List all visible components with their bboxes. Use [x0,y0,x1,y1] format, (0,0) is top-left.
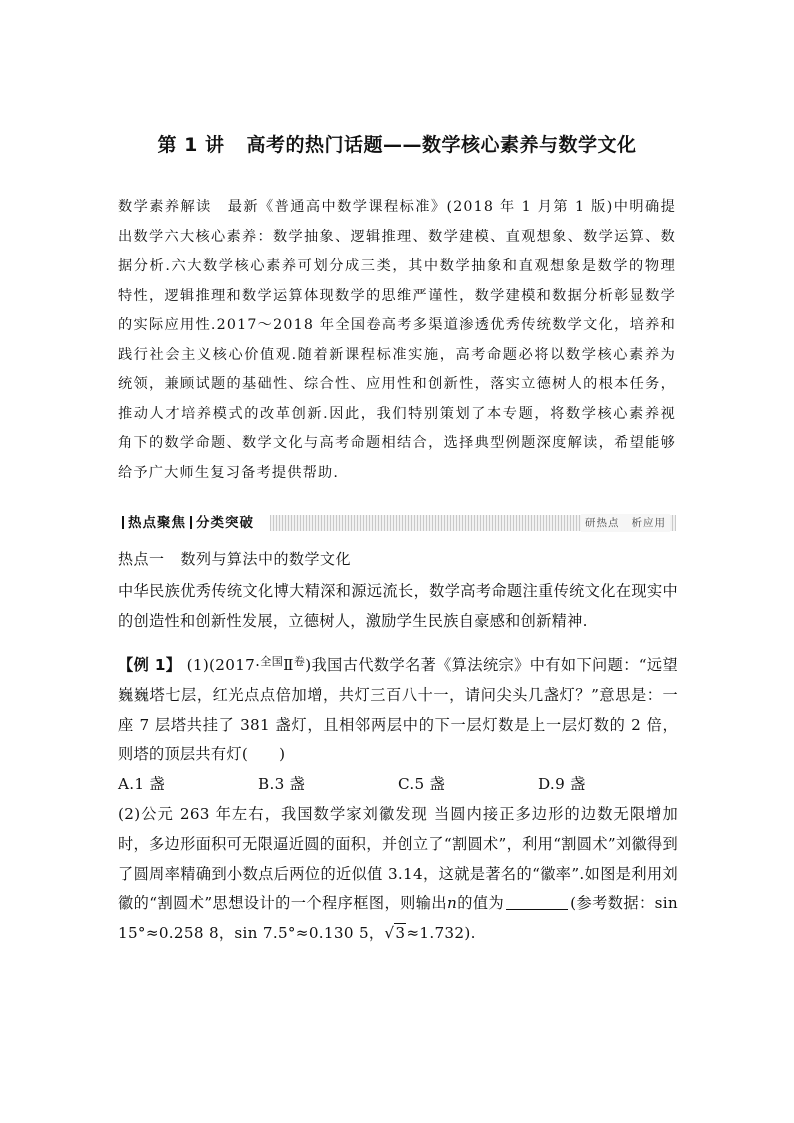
q2-text-a: (2)公元 263 年左右，我国数学家刘徽发现 当圆内接正多边形的边数无限增加时，多边形面积可无限逼近圆的面积，并创立了“割圆术”，利用“割圆术”刘徽得到了圆周率精确到小数点后两位的近似值 3.14，这就是著名的“徽率”.如图是利用刘徽的“割圆术”思想设计的一个程序框图，则输出 [118,804,678,913]
banner-right-a: 研热点 [585,517,620,529]
intro-paragraph [118,193,676,488]
banner-tick [190,516,192,529]
example-question-1 [118,647,678,770]
sqrt-expression [384,919,406,949]
example-question-2 [118,800,678,949]
option-c: C.5 盏 [398,775,446,794]
option-b: B.3 盏 [258,775,306,794]
banner-left [118,514,268,532]
section-banner [118,512,676,534]
lecture-number: 第 1 讲 [157,134,225,156]
sqrt-sign: √ [384,924,395,943]
banner-right-b: 析应用 [631,517,666,529]
q1-source-small: 全国 [260,655,284,668]
banner-left-a: 热点聚焦 [128,515,186,531]
intro-label: 数学素养解读 [118,199,212,215]
page-title [0,130,794,157]
answer-blank [506,893,568,910]
option-d: D.9 盏 [538,775,586,794]
banner-right [581,514,670,532]
banner-tick [122,516,124,529]
q2-text-c: (参考数据：sin 15°≈0.258 8，sin 7.5°≈0.130 5， [118,894,678,943]
q2-variable: n [447,894,458,913]
q2-text-b: 的值为 [457,894,505,913]
banner-left-b: 分类突破 [196,515,254,531]
q1-source-roman: Ⅱ [283,656,294,674]
q2-text-d: ≈1.732). [406,924,476,943]
q1-prefix: (1)(2017· [186,656,261,674]
q1-source-small-2: 卷 [293,655,306,668]
section-heading [118,548,351,569]
example-block [118,647,678,949]
lecture-title: 高考的热门话题——数学核心素养与数学文化 [246,134,637,156]
section-paragraph: 中华民族优秀传统文化博大精深和源远流长，数学高考命题注重传统文化在现实中的创造性和创新性发展，立德树人，激励学生民族自豪感和创新精神. [118,582,678,630]
section-title-text: 数列与算法中的数学文化 [180,550,352,568]
example-tag: 【例 1】 [118,656,182,674]
intro-text: 最新《普通高中数学课程标准》(2018 年 1 月第 1 版)中明确提出数学六大核心素养：数学抽象、逻辑推理、数学建模、直观想象、数学运算、数据分析.六大数学核心素养可划分成三类，其中数学抽象和直观想象是数学的物理特性，逻辑推理和数学运算体现数学的思维严谨性，数学建模和数据分析彰显数学的实际应用性.2017～2018 年全国卷高考多渠道渗透优秀传统数学文化，培养和践行社会主义核心价值观.随着新课程标准实施，高考命题必将以数学核心素养为统领，兼顾试题的基础性、综合性、应用性和创新性，落实立德树人的根本任务，推动人才培养模式的改革创新.因此，我们特别策划了本专题，将数学核心素养视角下的数学命题、数学文化与高考命题相结合，选择典型例题深度解读，希望能够给予广大师生复习备考提供帮助. [118,199,677,481]
answer-options [118,770,678,800]
q1-text: )我国古代数学名著《算法统宗》中有如下问题：“远望巍巍塔七层，红光点点倍加增，共灯三百八十一，请问尖头几盏灯？”意思是：一座 7 层塔共挂了 381 盏灯，且相邻两层中的下一层灯数是上一层灯数的 2 倍，则塔的顶层共有灯( ) [118,656,678,764]
option-a: A.1 盏 [118,775,165,794]
section-label: 热点一 [118,550,165,568]
sqrt-argument: 3 [395,924,406,943]
